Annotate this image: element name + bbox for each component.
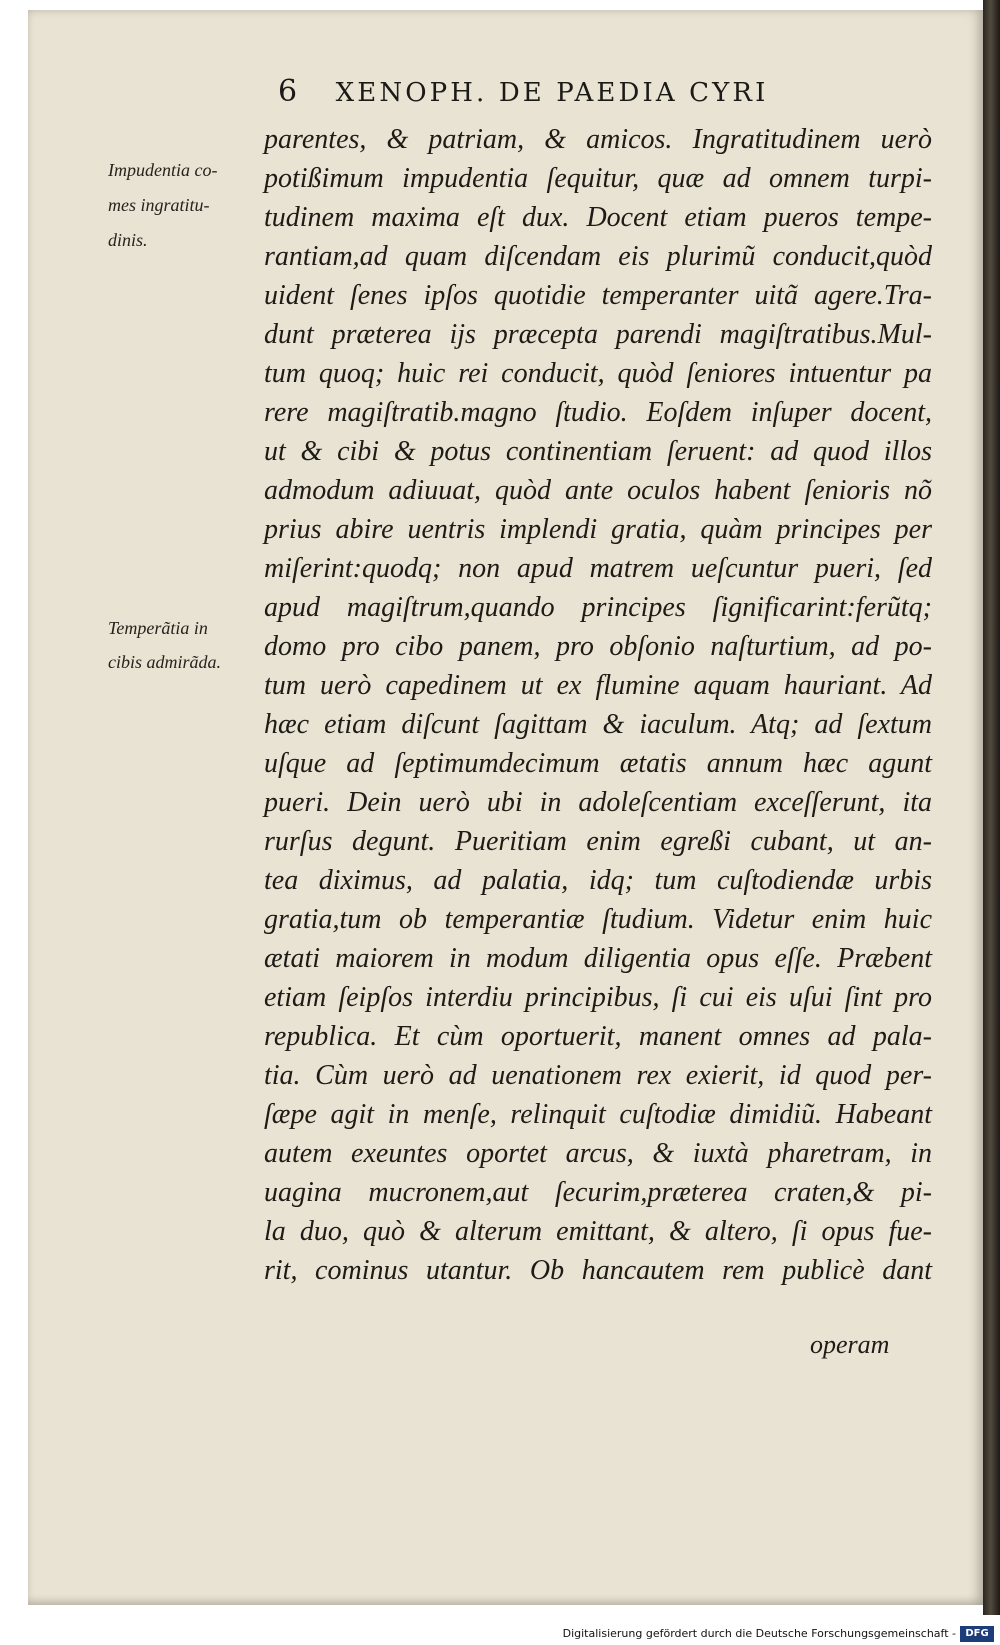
text-line: apud magiſtrum,quando principes ſignificarint:ferũtq; [264, 592, 932, 623]
margin-note-line: Temperãtia in [108, 618, 208, 638]
text-line: uſque ad ſeptimumdecimum ætatis annum hæc agunt [264, 748, 932, 779]
text-line: ſæpe agit in menſe, relinquit cuſtodiæ dimidiũ. Habeant [264, 1099, 932, 1130]
text-line: prius abire uentris implendi gratia, quàm principes per [264, 514, 932, 545]
text-line: autem exeuntes oportet arcus, & iuxtà pharetram, in [264, 1138, 932, 1169]
margin-note-line: cibis admirãda. [108, 652, 222, 672]
text-line: uident ſenes ipſos quotidie temperanter uitã agere.Tra- [264, 280, 932, 311]
digitization-credit-bar [0, 1625, 1000, 1645]
text-line: parentes, & patriam, & amicos. Ingratitudinem uerò [264, 124, 932, 155]
text-line: tudinem maxima eſt dux. Docent etiam pueros tempe- [264, 202, 932, 233]
margin-note-line: Impudentia co- [108, 160, 218, 180]
catchword: operam [810, 1330, 890, 1359]
text-line: ut & cibi & potus continentiam ſeruent: ad quod illos [264, 436, 932, 467]
margin-note-line: mes ingratitu- [108, 195, 210, 215]
text-line: potißimum impudentia ſequitur, quæ ad omnem turpi- [264, 163, 932, 194]
text-line: tea diximus, ad palatia, idq; tum cuſtodiendæ urbis [264, 865, 932, 896]
text-line: rit, cominus utantur. Ob hancautem rem publicè dant [264, 1255, 932, 1286]
text-line: domo pro cibo panem, pro obſonio naſturtium, ad po- [264, 631, 932, 662]
running-title: XENOPH. DE PAEDIA CYRI [335, 78, 769, 108]
text-line: etiam ſeipſos interdiu principibus, ſi cui eis uſui ſint pro [264, 982, 932, 1013]
text-line: dunt præterea ijs præcepta parendi magiſtratibus.Mul- [264, 319, 932, 350]
page-number: 6 [278, 74, 301, 109]
text-line: tum uerò capedinem ut ex flumine aquam hauriant. Ad [264, 670, 932, 701]
running-head [278, 74, 858, 109]
credit-text: Digitalisierung gefördert durch die Deutsche Forschungsgemeinschaft - [562, 1627, 956, 1640]
margin-note-line: dinis. [108, 230, 148, 250]
book-spine-shadow [983, 0, 1000, 1615]
text-line: la duo, quò & alterum emittant, & altero, ſi opus fue- [264, 1216, 932, 1247]
text-line: uagina mucronem,aut ſecurim,præterea craten,& pi- [264, 1177, 932, 1208]
text-line: pueri. Dein uerò ubi in adoleſcentiam exceſſerunt, ita [264, 787, 932, 818]
dfg-logo[interactable]: DFG [960, 1626, 994, 1642]
text-line: admodum adiuuat, quòd ante oculos habent ſenioris nõ [264, 475, 932, 506]
text-line: tum quoq; huic rei conducit, quòd ſeniores intuentur pa [264, 358, 932, 389]
text-line: miſerint:quodq; non apud matrem ueſcuntur pueri, ſed [264, 553, 932, 584]
text-line: hæc etiam diſcunt ſagittam & iaculum. Atq; ad ſextum [264, 709, 932, 740]
text-line: rurſus degunt. Pueritiam enim egreßi cubant, ut an- [264, 826, 932, 857]
text-line: ætati maiorem in modum diligentia opus eſſe. Præbent [264, 943, 932, 974]
text-line: tia. Cùm uerò ad uenationem rex exierit, id quod per- [264, 1060, 932, 1091]
scan-left-edge [0, 0, 28, 1615]
text-line: rere magiſtratib.magno ſtudio. Eoſdem inſuper docent, [264, 397, 932, 428]
text-line: rantiam,ad quam diſcendam eis plurimũ conducit,quòd [264, 241, 932, 272]
text-line: gratia,tum ob temperantiæ ſtudium. Videtur enim huic [264, 904, 932, 935]
text-line: republica. Et cùm oportuerit, manent omnes ad pala- [264, 1021, 932, 1052]
